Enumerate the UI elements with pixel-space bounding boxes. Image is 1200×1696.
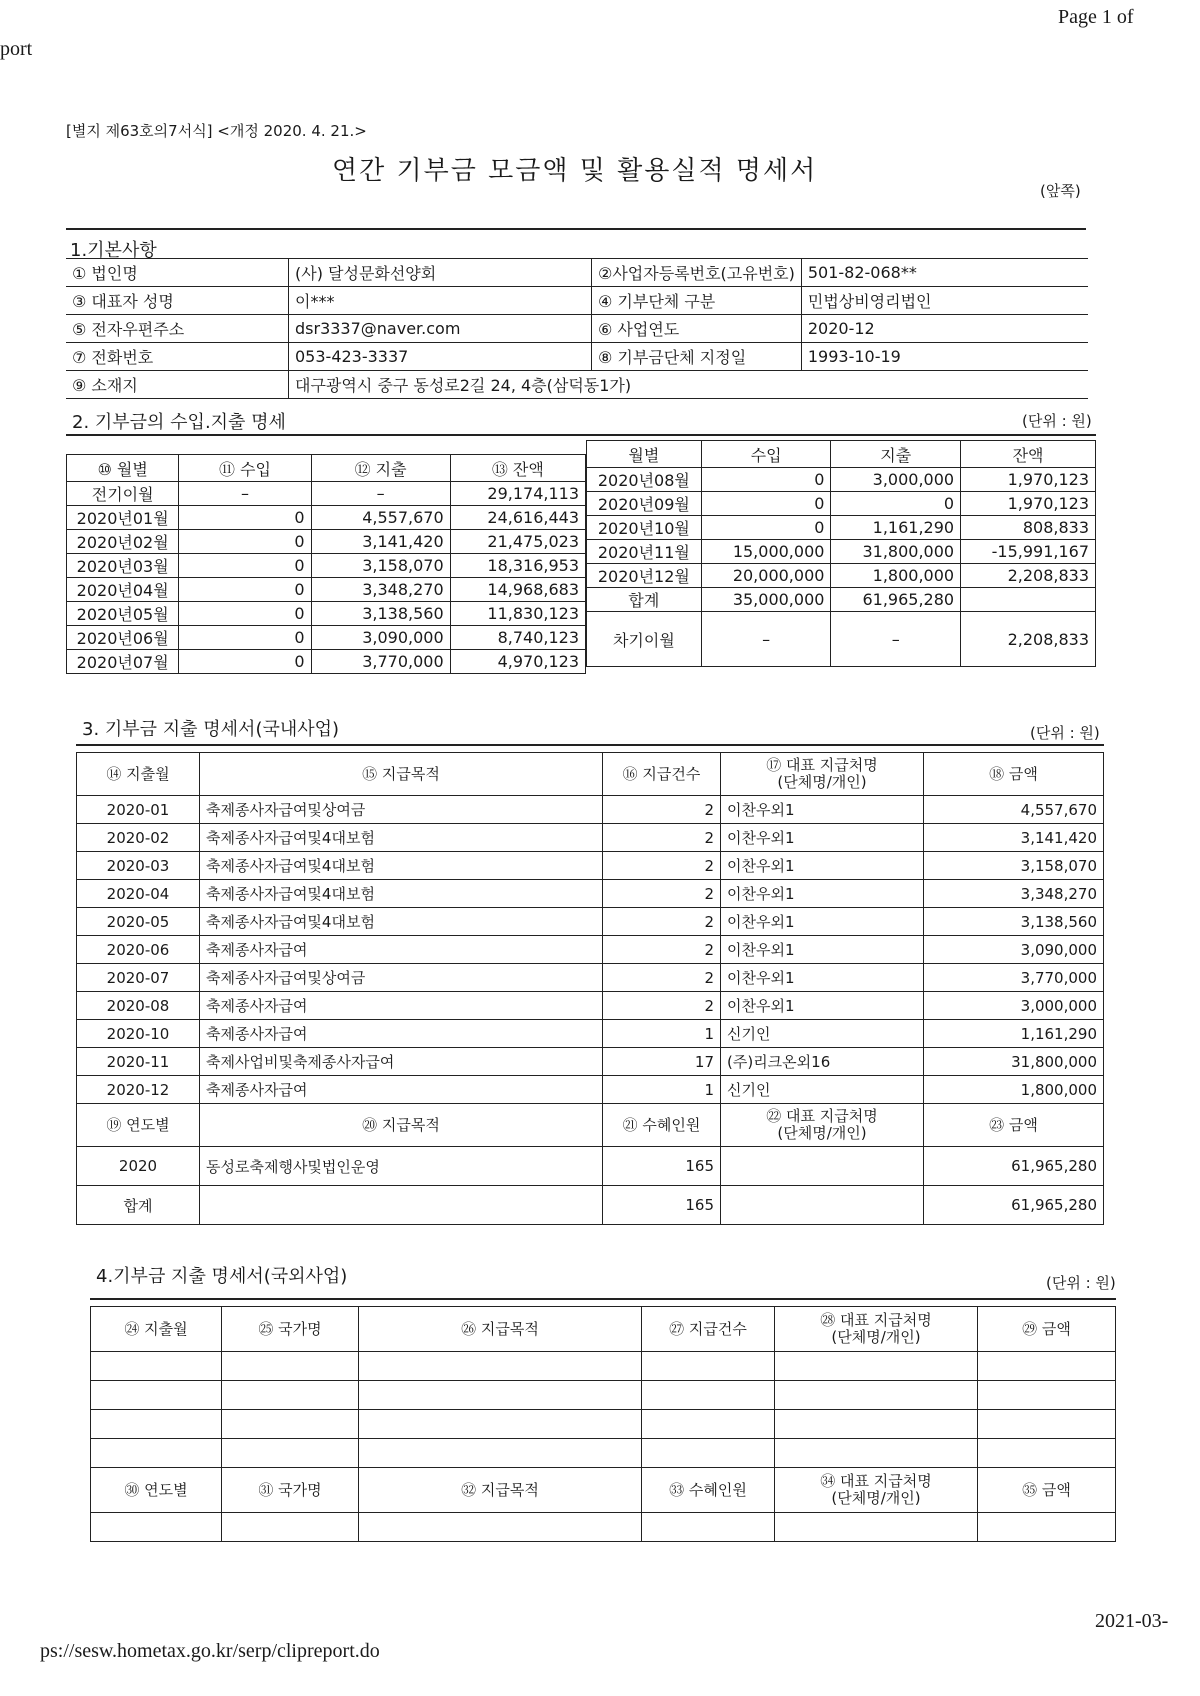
table-cell: 2020년01월: [67, 506, 179, 530]
table-cell: 합계: [587, 588, 702, 612]
table-cell: [222, 1513, 359, 1542]
table-cell: 35,000,000: [701, 588, 831, 612]
table-cell: [222, 1352, 359, 1381]
table-row: [67, 506, 586, 530]
info-value: 이***: [289, 287, 592, 315]
table-cell: –: [179, 482, 311, 506]
table-cell: [978, 1352, 1116, 1381]
empty-row: [91, 1439, 1116, 1468]
table-cell: [642, 1513, 775, 1542]
table-cell: 이찬우외1: [721, 936, 924, 964]
header-row: [91, 1307, 1116, 1352]
column-header: ㉗ 지급건수: [642, 1307, 775, 1352]
table-cell: 1: [603, 1076, 721, 1104]
table-cell: 0: [701, 468, 831, 492]
info-value: 053-423-3337: [289, 343, 592, 371]
table-cell: 29,174,113: [450, 482, 585, 506]
table-cell: 61,965,280: [924, 1186, 1104, 1225]
info-row-location: [66, 371, 1088, 399]
column-header: ㉙ 금액: [978, 1307, 1116, 1352]
column-header: ⑬ 잔액: [450, 455, 585, 482]
column-header: 월별: [587, 441, 702, 468]
info-value: dsr3337@naver.com: [289, 315, 592, 343]
table-cell: 2: [603, 992, 721, 1020]
table-cell: [91, 1352, 222, 1381]
table-cell: 이찬우외1: [721, 796, 924, 824]
table-row: [67, 482, 586, 506]
info-row: [66, 259, 1088, 287]
table-cell: 4,970,123: [450, 650, 585, 674]
table-cell: 2020년03월: [67, 554, 179, 578]
table-cell: 0: [701, 492, 831, 516]
table-cell: 2: [603, 908, 721, 936]
table-row: [77, 908, 1104, 936]
column-header: ㉖ 지급목적: [359, 1307, 642, 1352]
table-cell: [642, 1439, 775, 1468]
table-cell: 0: [179, 578, 311, 602]
table-cell: 165: [603, 1186, 721, 1225]
info-label: ⑥ 사업연도: [592, 315, 802, 343]
info-label: ⑤ 전자우편주소: [66, 315, 289, 343]
table-cell: 1,161,290: [831, 516, 961, 540]
table-cell: [961, 588, 1096, 612]
table-row: [587, 516, 1096, 540]
table-cell: 1: [603, 1020, 721, 1048]
table-cell: [222, 1381, 359, 1410]
table-row: [587, 564, 1096, 588]
table-cell: 신기인: [721, 1020, 924, 1048]
table-cell: 2020-05: [77, 908, 200, 936]
table-cell: 2: [603, 852, 721, 880]
table-cell: 축제종사자급여: [200, 1020, 603, 1048]
table-cell: [359, 1410, 642, 1439]
table-cell: [200, 1186, 603, 1225]
table-cell: 1,800,000: [831, 564, 961, 588]
table-row: [67, 530, 586, 554]
info-value: 501-82-068**: [801, 259, 1088, 287]
table-cell: 165: [603, 1147, 721, 1186]
table-cell: [642, 1381, 775, 1410]
table-cell: 2020년08월: [587, 468, 702, 492]
table-cell: 이찬우외1: [721, 964, 924, 992]
table-cell: 2020년05월: [67, 602, 179, 626]
table-cell: 808,833: [961, 516, 1096, 540]
table-cell: 축제종사자급여및4대보험: [200, 908, 603, 936]
table-cell: 2020년07월: [67, 650, 179, 674]
table-cell: 4,557,670: [311, 506, 450, 530]
table-cell: 2: [603, 880, 721, 908]
table-cell: 신기인: [721, 1076, 924, 1104]
total-row: [77, 1186, 1104, 1225]
table-cell: 이찬우외1: [721, 880, 924, 908]
table-cell: 2020-12: [77, 1076, 200, 1104]
table-cell: 0: [179, 530, 311, 554]
info-value: (사) 달성문화선양회: [289, 259, 592, 287]
table-cell: 14,968,683: [450, 578, 585, 602]
table-cell: 2020년09월: [587, 492, 702, 516]
column-header: ㉞ 대표 지급처명 (단체명/개인): [775, 1468, 978, 1513]
column-header: 수입: [701, 441, 831, 468]
section3-heading: 3. 기부금 지출 명세서(국내사업): [82, 719, 340, 740]
empty-row: [91, 1381, 1116, 1410]
table-cell: [642, 1352, 775, 1381]
table-cell: 축제종사자급여및상여금: [200, 964, 603, 992]
form-number: [별지 제63호의7서식] <개정 2020. 4. 21.>: [66, 122, 367, 140]
table-cell: 4,557,670: [924, 796, 1104, 824]
table-cell: [642, 1410, 775, 1439]
table-cell: 3,348,270: [311, 578, 450, 602]
table-cell: [91, 1513, 222, 1542]
table-cell: 2: [603, 964, 721, 992]
table-cell: [359, 1513, 642, 1542]
table-cell: 3,090,000: [924, 936, 1104, 964]
table-cell: 이찬우외1: [721, 908, 924, 936]
column-header: 지출: [831, 441, 961, 468]
table-cell: [222, 1410, 359, 1439]
table-row: [587, 588, 1096, 612]
table-cell: 2020년11월: [587, 540, 702, 564]
column-header: 잔액: [961, 441, 1096, 468]
table-cell: 3,770,000: [924, 964, 1104, 992]
table-row: [77, 1048, 1104, 1076]
section4-heading: 4.기부금 지출 명세서(국외사업): [96, 1266, 348, 1287]
table-row: [587, 468, 1096, 492]
table-cell: 61,965,280: [831, 588, 961, 612]
table-cell: 3,000,000: [831, 468, 961, 492]
table-cell: 24,616,443: [450, 506, 585, 530]
info-label: ⑦ 전화번호: [66, 343, 289, 371]
header-row: [91, 1468, 1116, 1513]
column-header: ㉔ 지출월: [91, 1307, 222, 1352]
table-cell: 2020년12월: [587, 564, 702, 588]
column-header: ⑫ 지출: [311, 455, 450, 482]
table-cell: 축제종사자급여: [200, 936, 603, 964]
table-cell: 3,141,420: [311, 530, 450, 554]
overseas-expense-table: [90, 1306, 1116, 1542]
page-side-label: (앞쪽): [1040, 182, 1081, 200]
table-row: [77, 852, 1104, 880]
column-header: ⑭ 지출월: [77, 753, 200, 796]
table-cell: [359, 1439, 642, 1468]
table-cell: 2020년10월: [587, 516, 702, 540]
table-cell: (주)리크온외16: [721, 1048, 924, 1076]
column-header: ⑲ 연도별: [77, 1104, 200, 1147]
empty-row: [91, 1410, 1116, 1439]
table-cell: [222, 1439, 359, 1468]
table-cell: [978, 1410, 1116, 1439]
table-cell: [721, 1147, 924, 1186]
table-cell: 3,141,420: [924, 824, 1104, 852]
table-cell: 전기이월: [67, 482, 179, 506]
column-header: ⑯ 지급건수: [603, 753, 721, 796]
table-row: [67, 578, 586, 602]
table-row: [67, 554, 586, 578]
table-cell: 이찬우외1: [721, 824, 924, 852]
table-cell: 0: [179, 506, 311, 530]
table-cell: 11,830,123: [450, 602, 585, 626]
table-cell: 1,970,123: [961, 492, 1096, 516]
table-cell: [91, 1439, 222, 1468]
table-cell: 1,161,290: [924, 1020, 1104, 1048]
table-cell: [775, 1352, 978, 1381]
table-cell: 축제종사자급여및4대보험: [200, 880, 603, 908]
footer-date: 2021-03-: [1095, 1610, 1169, 1632]
table-cell: [359, 1381, 642, 1410]
table-cell: 축제종사자급여및상여금: [200, 796, 603, 824]
column-header: ㉒ 대표 지급처명 (단체명/개인): [721, 1104, 924, 1147]
table-cell: 2: [603, 936, 721, 964]
table-cell: –: [701, 612, 831, 667]
year-row: [77, 1147, 1104, 1186]
table-cell: 2020: [77, 1147, 200, 1186]
table-row: [77, 796, 1104, 824]
table-cell: 3,348,270: [924, 880, 1104, 908]
table-cell: 3,158,070: [311, 554, 450, 578]
table-cell: 3,138,560: [311, 602, 450, 626]
table-row: [77, 1020, 1104, 1048]
table-cell: 17: [603, 1048, 721, 1076]
table-cell: 1,970,123: [961, 468, 1096, 492]
table-cell: [978, 1439, 1116, 1468]
domestic-expense-table: [76, 752, 1104, 1225]
table-cell: 2020년02월: [67, 530, 179, 554]
table-cell: 3,000,000: [924, 992, 1104, 1020]
table-cell: 0: [179, 554, 311, 578]
table-cell: 20,000,000: [701, 564, 831, 588]
page-corner-left: port: [0, 38, 33, 60]
column-header: ㉑ 수혜인원: [603, 1104, 721, 1147]
table-row: [77, 1076, 1104, 1104]
table-cell: –: [311, 482, 450, 506]
table-cell: [978, 1513, 1116, 1542]
info-row: [66, 287, 1088, 315]
table-cell: 이찬우외1: [721, 992, 924, 1020]
column-header: ㉟ 금액: [978, 1468, 1116, 1513]
table-cell: 2,208,833: [961, 564, 1096, 588]
table-row: [77, 992, 1104, 1020]
table-row: [587, 492, 1096, 516]
section2-unit: (단위 : 원): [1022, 412, 1092, 430]
table-cell: 21,475,023: [450, 530, 585, 554]
info-row: [66, 343, 1088, 371]
location-value: 대구광역시 중구 동성로2길 24, 4층(삼덕동1가): [289, 371, 1089, 399]
table-row: [77, 936, 1104, 964]
empty-row: [91, 1352, 1116, 1381]
column-header: ㉓ 금액: [924, 1104, 1104, 1147]
table-cell: 2020-06: [77, 936, 200, 964]
table-cell: 31,800,000: [924, 1048, 1104, 1076]
info-label: ⑧ 기부금단체 지정일: [592, 343, 802, 371]
table-cell: [721, 1186, 924, 1225]
section1-heading: 1.기본사항: [70, 240, 157, 261]
column-header: ⑪ 수입: [179, 455, 311, 482]
table-cell: 2020-08: [77, 992, 200, 1020]
table-cell: 2020-11: [77, 1048, 200, 1076]
table-cell: 3,770,000: [311, 650, 450, 674]
table-cell: 2: [603, 796, 721, 824]
table-cell: 2020-04: [77, 880, 200, 908]
table-cell: [91, 1410, 222, 1439]
table-cell: 0: [179, 626, 311, 650]
carry-forward-row: [587, 612, 1096, 667]
table-cell: [91, 1381, 222, 1410]
info-value: 2020-12: [801, 315, 1088, 343]
info-label: ②사업자등록번호(고유번호): [592, 259, 802, 287]
header-row: [77, 753, 1104, 796]
table-cell: 축제종사자급여및4대보험: [200, 852, 603, 880]
column-header: ㉕ 국가명: [222, 1307, 359, 1352]
section4-unit: (단위 : 원): [1046, 1274, 1116, 1292]
table-cell: 2020년06월: [67, 626, 179, 650]
table-row: [77, 880, 1104, 908]
column-header: ㉘ 대표 지급처명 (단체명/개인): [775, 1307, 978, 1352]
column-header: ㉜ 지급목적: [359, 1468, 642, 1513]
table-cell: 0: [179, 650, 311, 674]
table-cell: 15,000,000: [701, 540, 831, 564]
table-cell: 18,316,953: [450, 554, 585, 578]
column-header: ㉝ 수혜인원: [642, 1468, 775, 1513]
table-cell: [775, 1410, 978, 1439]
table-cell: 동성로축제행사및법인운영: [200, 1147, 603, 1186]
table-cell: [775, 1439, 978, 1468]
column-header: ㉛ 국가명: [222, 1468, 359, 1513]
table-cell: 8,740,123: [450, 626, 585, 650]
column-header: ⑮ 지급목적: [200, 753, 603, 796]
table-cell: [978, 1381, 1116, 1410]
table-cell: [775, 1381, 978, 1410]
table-cell: -15,991,167: [961, 540, 1096, 564]
table-cell: 61,965,280: [924, 1147, 1104, 1186]
page-title: 연간 기부금 모금액 및 활용실적 명세서: [332, 156, 818, 186]
page-number: Page 1 of: [1058, 6, 1134, 28]
info-value: 민법상비영리법인: [801, 287, 1088, 315]
table-cell: –: [831, 612, 961, 667]
table-cell: 3,158,070: [924, 852, 1104, 880]
table-row: [67, 650, 586, 674]
column-header: ⑱ 금액: [924, 753, 1104, 796]
table-cell: 3,138,560: [924, 908, 1104, 936]
table-cell: 축제종사자급여및4대보험: [200, 824, 603, 852]
table-cell: 차기이월: [587, 612, 702, 667]
table-cell: 0: [831, 492, 961, 516]
column-header: ⑳ 지급목적: [200, 1104, 603, 1147]
info-row: [66, 315, 1088, 343]
table-row: [587, 540, 1096, 564]
table-cell: 2020-01: [77, 796, 200, 824]
location-label: ⑨ 소재지: [66, 371, 289, 399]
table-cell: 이찬우외1: [721, 852, 924, 880]
table-row: [77, 824, 1104, 852]
header-row: [77, 1104, 1104, 1147]
empty-row: [91, 1513, 1116, 1542]
table-cell: 2020-02: [77, 824, 200, 852]
table-cell: 2,208,833: [961, 612, 1096, 667]
table-row: [67, 602, 586, 626]
table-cell: [775, 1513, 978, 1542]
table-cell: 0: [701, 516, 831, 540]
info-label: ④ 기부단체 구분: [592, 287, 802, 315]
table-cell: 0: [179, 602, 311, 626]
table-cell: 2020년04월: [67, 578, 179, 602]
section2-heading: 2. 기부금의 수입.지출 명세: [72, 412, 286, 433]
table-cell: [359, 1352, 642, 1381]
table-cell: 1,800,000: [924, 1076, 1104, 1104]
column-header: ㉚ 연도별: [91, 1468, 222, 1513]
table-cell: 2020-10: [77, 1020, 200, 1048]
table-cell: 축제사업비및축제종사자급여: [200, 1048, 603, 1076]
table-cell: 3,090,000: [311, 626, 450, 650]
column-header: ⑩ 월별: [67, 455, 179, 482]
table-cell: 축제종사자급여: [200, 1076, 603, 1104]
table-cell: 축제종사자급여: [200, 992, 603, 1020]
table-cell: 2020-07: [77, 964, 200, 992]
table-cell: 2020-03: [77, 852, 200, 880]
table-row: [77, 964, 1104, 992]
column-header: ⑰ 대표 지급처명 (단체명/개인): [721, 753, 924, 796]
info-value: 1993-10-19: [801, 343, 1088, 371]
basic-info-table: [66, 258, 1088, 399]
table-row: [67, 626, 586, 650]
info-label: ① 법인명: [66, 259, 289, 287]
section3-unit: (단위 : 원): [1030, 724, 1100, 742]
table-cell: 합계: [77, 1186, 200, 1225]
table-cell: 31,800,000: [831, 540, 961, 564]
info-label: ③ 대표자 성명: [66, 287, 289, 315]
table-cell: 2: [603, 824, 721, 852]
footer-url: ps://sesw.hometax.go.kr/serp/clipreport.do: [40, 1640, 380, 1662]
